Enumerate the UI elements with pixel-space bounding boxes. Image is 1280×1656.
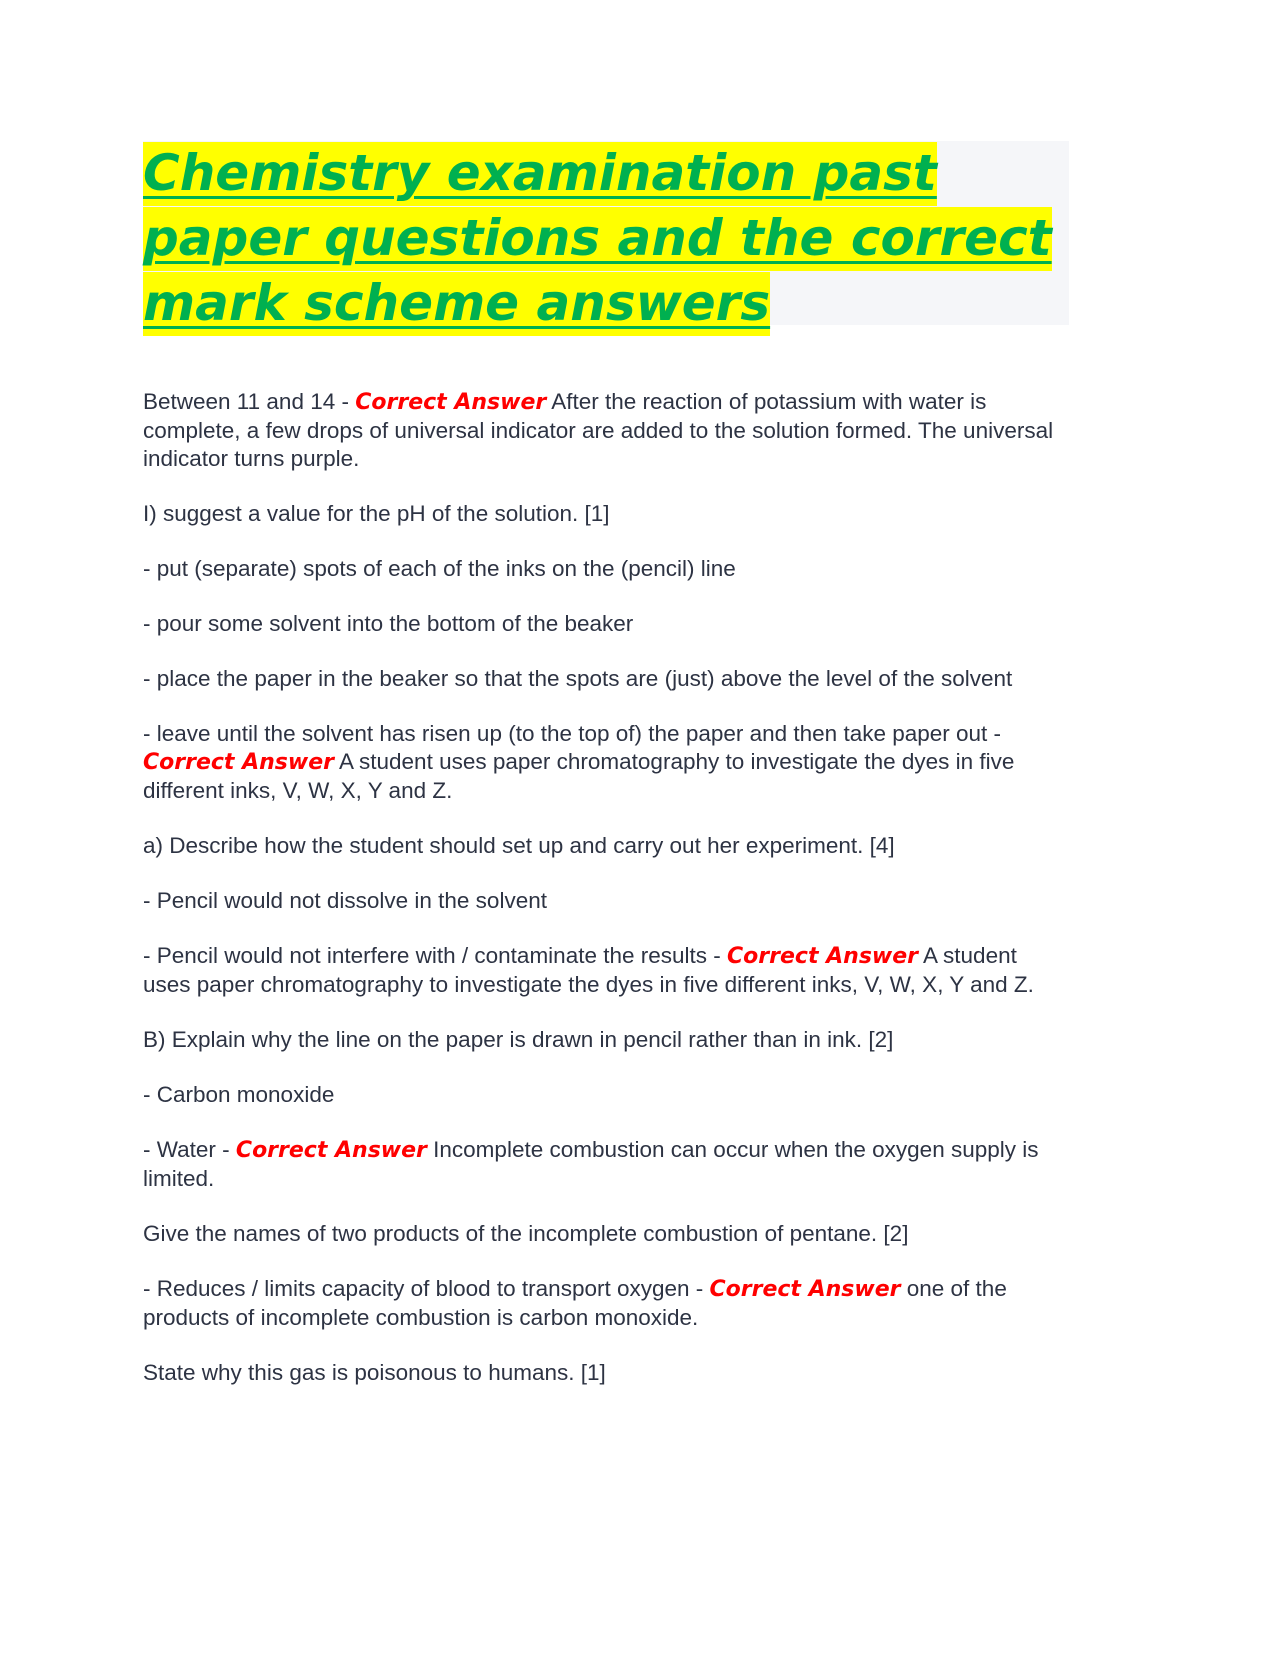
correct-answer-label: Correct Answer	[143, 750, 334, 775]
correct-answer-label: Correct Answer	[235, 1138, 427, 1163]
question-text: A student uses paper chromatography to investigate the dyes in five different inks, V, W, X, Y and Z.	[143, 749, 1015, 803]
question-text: one of the products of incomplete combustion is carbon monoxide.	[143, 1276, 1007, 1330]
paragraph-question: Give the names of two products of the incomplete combustion of pentane. [2]	[143, 1221, 909, 1246]
title-box	[143, 141, 1069, 332]
title-line-2: paper questions and the correct	[143, 207, 1052, 271]
paragraph-answer-step: - Carbon monoxide	[143, 1082, 335, 1107]
document-body	[143, 388, 1069, 1387]
paragraph-answer-2	[143, 720, 1069, 805]
paragraph-question: B) Explain why the line on the paper is drawn in pencil rather than in ink. [2]	[143, 1027, 894, 1052]
question-text: Incomplete combustion can occur when the oxygen supply is limited.	[143, 1137, 1039, 1191]
paragraph-answer-1	[143, 388, 1069, 473]
answer-text: - Water -	[143, 1137, 236, 1162]
answer-text: Between 11 and 14 -	[143, 389, 356, 414]
paragraph-question: I) suggest a value for the pH of the solution. [1]	[143, 501, 610, 526]
answer-text: - leave until the solvent has risen up (to the top of) the paper and then take paper out -	[143, 721, 1002, 746]
answer-text: - Pencil would not interfere with / contaminate the results -	[143, 943, 728, 968]
title-line-1: Chemistry examination past	[143, 142, 937, 206]
paragraph-answer-4	[143, 1136, 1069, 1193]
paragraph-answer-3	[143, 942, 1069, 999]
paragraph-question: State why this gas is poisonous to humans. [1]	[143, 1360, 606, 1385]
title-line-3: mark scheme answers	[143, 272, 770, 336]
paragraph-answer-5	[143, 1275, 1069, 1332]
paragraph-answer-step: - place the paper in the beaker so that the spots are (just) above the level of the solvent	[143, 666, 1013, 691]
paragraph-question: a) Describe how the student should set up and carry out her experiment. [4]	[143, 833, 895, 858]
paragraph-answer-step: - put (separate) spots of each of the inks on the (pencil) line	[143, 556, 736, 581]
answer-text: - Reduces / limits capacity of blood to transport oxygen -	[143, 1276, 710, 1301]
document-page	[143, 141, 1069, 1414]
document-title	[143, 141, 1069, 336]
question-text: After the reaction of potassium with water is complete, a few drops of universal indicator are added to the solution formed. The universal indicator turns purple.	[143, 389, 1054, 471]
correct-answer-label: Correct Answer	[355, 390, 547, 415]
paragraph-answer-step: - Pencil would not dissolve in the solvent	[143, 888, 547, 913]
paragraph-answer-step: - pour some solvent into the bottom of the beaker	[143, 611, 634, 636]
correct-answer-label: Correct Answer	[727, 944, 919, 969]
question-text: A student uses paper chromatography to investigate the dyes in five different inks, V, W, X, Y and Z.	[143, 943, 1034, 997]
correct-answer-label: Correct Answer	[709, 1277, 901, 1302]
